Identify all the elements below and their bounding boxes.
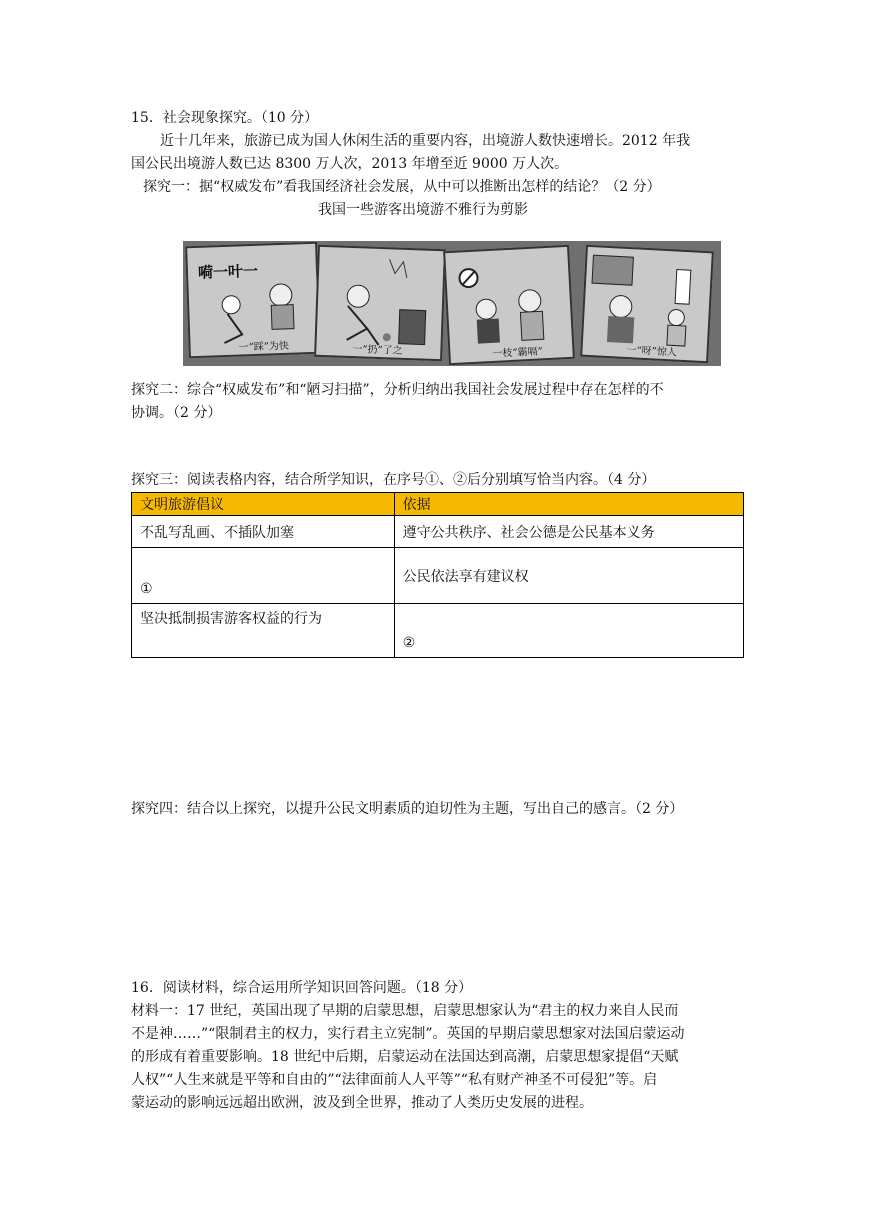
table-header-proposal: 文明旅游倡议 [132, 493, 395, 516]
table-cell: 坚决抵制损害游客权益的行为 [132, 604, 395, 658]
cartoon-panel-2-caption: 一“扔”了之 [352, 344, 403, 357]
table-row [132, 516, 744, 548]
cartoon-image [183, 241, 721, 366]
table-cell-blank-1[interactable]: ① [132, 548, 395, 604]
table-row [132, 548, 744, 604]
table-cell: 不乱写乱画、不插队加塞 [132, 516, 395, 548]
explore4-question: 探究四：结合以上探究，以提升公民文明素质的迫切性为主题，写出自己的感言。（2 分） [131, 801, 684, 817]
cartoon-panel-1-text: 嗬一叶一 [197, 261, 259, 282]
table-header-row [132, 493, 744, 516]
q15-title: 15．社会现象探究。（10 分） [131, 110, 319, 126]
table-cell: 公民依法享有建议权 [394, 548, 743, 604]
explore2-line1: 探究二：综合“权威发布”和“陋习扫描”，分析归纳出我国社会发展过程中存在怎样的不 [131, 382, 664, 398]
table-row [132, 604, 744, 658]
cartoon-panel-3 [443, 245, 575, 365]
cartoon-panel-1 [185, 242, 321, 359]
explore3-question: 探究三：阅读表格内容，结合所学知识，在序号①、②后分别填写恰当内容。（4 分） [131, 472, 656, 488]
explore2-line2: 协调。（2 分） [131, 405, 222, 421]
table-cell-blank-2[interactable]: ② [394, 604, 743, 658]
cartoon-panel-2 [314, 245, 446, 361]
cartoon-panel-3-caption: 一枝“霸嗝” [492, 346, 544, 360]
q16-material-line: 的形成有着重要影响。18 世纪中后期，启蒙运动在法国达到高潮，启蒙思想家提倡“天赋 [131, 1049, 679, 1065]
q16-material-line: 蒙运动的影响远远超出欧洲，波及到全世界，推动了人类历史发展的进程。 [131, 1095, 593, 1111]
cartoon-panel-4-caption: 一“呀”惊人 [626, 345, 677, 359]
q16-title: 16．阅读材料，综合运用所学知识回答问题。（18 分） [131, 980, 473, 996]
table-cell: 遵守公共秩序、社会公德是公民基本义务 [394, 516, 743, 548]
cartoon-panel-1-caption: 一“踩”为快 [238, 340, 290, 354]
cartoon-panel-4 [580, 245, 714, 364]
q16-material-line: 人权”“人生来就是平等和自由的”“法律面前人人平等”“私有财产神圣不可侵犯”等。启 [131, 1072, 658, 1088]
q16-material-line: 不是神……”“限制君主的权力，实行君主立宪制”。英国的早期启蒙思想家对法国启蒙运动 [131, 1026, 685, 1042]
explore1-question: 探究一：据“权威发布”看我国经济社会发展，从中可以推断出怎样的结论？（2 分） [143, 179, 661, 195]
table-header-basis: 依据 [394, 493, 743, 516]
q16-material-line: 材料一：17 世纪，英国出现了早期的启蒙思想，启蒙思想家认为“君主的权力来自人民而 [131, 1003, 679, 1019]
q15-intro-line1: 近十几年来，旅游已成为国人休闲生活的重要内容，出境游人数快速增长。2012 年我 [160, 133, 691, 149]
proposal-table [131, 492, 744, 658]
cartoon-title: 我国一些游客出境游不雅行为剪影 [318, 202, 528, 218]
q15-intro-line2: 国公民出境游人数已达 8300 万人次，2013 年增至近 9000 万人次。 [131, 156, 569, 172]
